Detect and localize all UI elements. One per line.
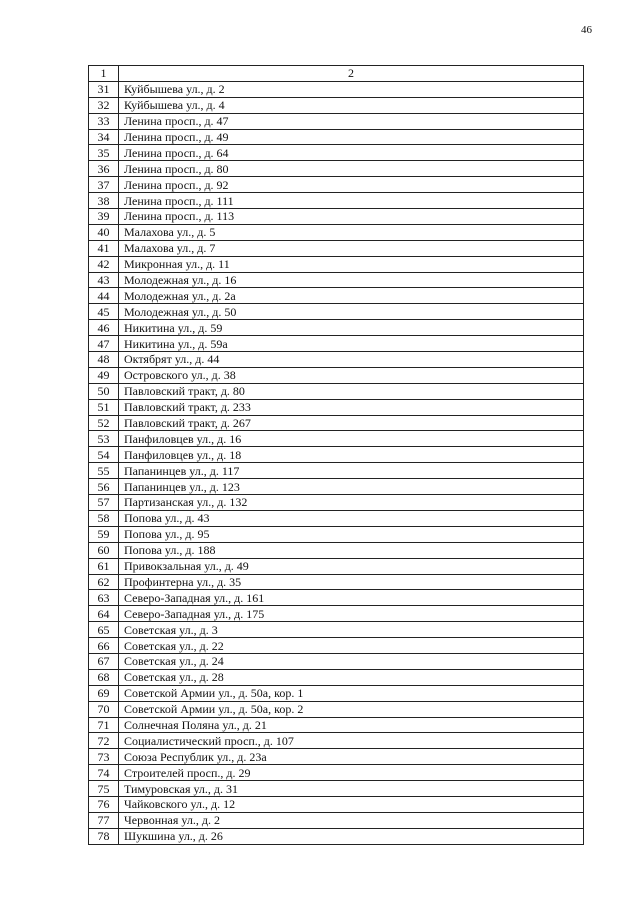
row-number-cell: 41 [89,240,119,256]
table-row [89,781,584,797]
row-number-cell: 36 [89,161,119,177]
address-cell: Павловский тракт, д. 80 [119,383,584,399]
table-row [89,495,584,511]
row-number-cell: 74 [89,765,119,781]
address-cell: Ленина просп., д. 111 [119,193,584,209]
address-cell: Павловский тракт, д. 233 [119,399,584,415]
table-row [89,288,584,304]
row-number-cell: 58 [89,510,119,526]
row-number-cell: 50 [89,383,119,399]
address-cell: Папанинцев ул., д. 117 [119,463,584,479]
table-row [89,383,584,399]
row-number-cell: 75 [89,781,119,797]
address-cell: Куйбышева ул., д. 4 [119,97,584,113]
address-cell: Молодежная ул., д. 16 [119,272,584,288]
address-cell: Партизанская ул., д. 132 [119,495,584,511]
address-cell: Социалистический просп., д. 107 [119,733,584,749]
row-number-cell: 43 [89,272,119,288]
row-number-cell: 38 [89,193,119,209]
row-number-cell: 40 [89,224,119,240]
row-number-cell: 53 [89,431,119,447]
table-row [89,542,584,558]
table-row [89,193,584,209]
row-number-cell: 44 [89,288,119,304]
row-number-cell: 54 [89,447,119,463]
row-number-cell: 78 [89,828,119,844]
table-row [89,733,584,749]
table-row [89,606,584,622]
address-cell: Ленина просп., д. 49 [119,129,584,145]
row-number-cell: 59 [89,526,119,542]
address-cell: Шукшина ул., д. 26 [119,828,584,844]
table-row [89,240,584,256]
address-cell: Попова ул., д. 188 [119,542,584,558]
table-row [89,765,584,781]
address-cell: Советская ул., д. 24 [119,653,584,669]
address-cell: Островского ул., д. 38 [119,367,584,383]
address-cell: Микронная ул., д. 11 [119,256,584,272]
address-cell: Октябрят ул., д. 44 [119,352,584,368]
address-cell: Строителей просп., д. 29 [119,765,584,781]
address-cell: Северо-Западная ул., д. 161 [119,590,584,606]
address-cell: Тимуровская ул., д. 31 [119,781,584,797]
row-number-cell: 39 [89,209,119,225]
address-cell: Попова ул., д. 95 [119,526,584,542]
table-row [89,272,584,288]
row-number-cell: 72 [89,733,119,749]
row-number-cell: 61 [89,558,119,574]
table-row [89,463,584,479]
table-row [89,367,584,383]
address-cell: Профинтерна ул., д. 35 [119,574,584,590]
row-number-cell: 48 [89,352,119,368]
row-number-cell: 32 [89,97,119,113]
table-row [89,669,584,685]
row-number-cell: 37 [89,177,119,193]
address-cell: Ленина просп., д. 113 [119,209,584,225]
address-table-body [89,66,584,845]
row-number-cell: 70 [89,701,119,717]
address-cell: Советская ул., д. 3 [119,622,584,638]
table-row [89,352,584,368]
table-row [89,161,584,177]
table-row [89,574,584,590]
table-row [89,526,584,542]
table-row [89,685,584,701]
address-cell: Никитина ул., д. 59а [119,336,584,352]
header-cell-address: 2 [119,66,584,82]
table-row [89,320,584,336]
table-row [89,590,584,606]
table-row [89,336,584,352]
address-cell: Ленина просп., д. 80 [119,161,584,177]
table-row [89,812,584,828]
row-number-cell: 69 [89,685,119,701]
table-row [89,447,584,463]
address-cell: Ленина просп., д. 47 [119,113,584,129]
row-number-cell: 33 [89,113,119,129]
row-number-cell: 73 [89,749,119,765]
table-row [89,129,584,145]
row-number-cell: 57 [89,495,119,511]
row-number-cell: 67 [89,653,119,669]
address-cell: Папанинцев ул., д. 123 [119,479,584,495]
address-cell: Молодежная ул., д. 2а [119,288,584,304]
row-number-cell: 62 [89,574,119,590]
row-number-cell: 31 [89,81,119,97]
table-row [89,113,584,129]
table-row [89,558,584,574]
address-cell: Ленина просп., д. 92 [119,177,584,193]
row-number-cell: 45 [89,304,119,320]
row-number-cell: 42 [89,256,119,272]
table-row [89,209,584,225]
table-row [89,81,584,97]
address-cell: Советская ул., д. 22 [119,638,584,654]
row-number-cell: 71 [89,717,119,733]
table-row [89,415,584,431]
table-row [89,256,584,272]
address-cell: Советской Армии ул., д. 50а, кор. 2 [119,701,584,717]
table-row [89,304,584,320]
address-cell: Советская ул., д. 28 [119,669,584,685]
table-row [89,828,584,844]
row-number-cell: 63 [89,590,119,606]
row-number-cell: 46 [89,320,119,336]
address-cell: Чайковского ул., д. 12 [119,796,584,812]
table-row [89,701,584,717]
row-number-cell: 68 [89,669,119,685]
row-number-cell: 56 [89,479,119,495]
address-cell: Никитина ул., д. 59 [119,320,584,336]
table-row [89,653,584,669]
header-cell-number: 1 [89,66,119,82]
row-number-cell: 35 [89,145,119,161]
row-number-cell: 65 [89,622,119,638]
address-cell: Панфиловцев ул., д. 18 [119,447,584,463]
address-cell: Молодежная ул., д. 50 [119,304,584,320]
address-cell: Червонная ул., д. 2 [119,812,584,828]
row-number-cell: 76 [89,796,119,812]
address-cell: Панфиловцев ул., д. 16 [119,431,584,447]
address-cell: Привокзальная ул., д. 49 [119,558,584,574]
address-table [88,65,584,845]
address-cell: Малахова ул., д. 5 [119,224,584,240]
table-row [89,97,584,113]
row-number-cell: 47 [89,336,119,352]
table-row [89,224,584,240]
table-header-row [89,66,584,82]
table-row [89,622,584,638]
table-row [89,177,584,193]
table-row [89,796,584,812]
table-row [89,431,584,447]
address-cell: Попова ул., д. 43 [119,510,584,526]
row-number-cell: 51 [89,399,119,415]
row-number-cell: 34 [89,129,119,145]
address-cell: Солнечная Поляна ул., д. 21 [119,717,584,733]
table-row [89,145,584,161]
page-number: 46 [581,24,592,36]
table-row [89,399,584,415]
table-row [89,717,584,733]
row-number-cell: 60 [89,542,119,558]
row-number-cell: 66 [89,638,119,654]
table-row [89,638,584,654]
row-number-cell: 52 [89,415,119,431]
address-cell: Куйбышева ул., д. 2 [119,81,584,97]
table-row [89,510,584,526]
row-number-cell: 77 [89,812,119,828]
address-cell: Советской Армии ул., д. 50а, кор. 1 [119,685,584,701]
table-row [89,479,584,495]
address-cell: Ленина просп., д. 64 [119,145,584,161]
row-number-cell: 64 [89,606,119,622]
table-row [89,749,584,765]
row-number-cell: 55 [89,463,119,479]
address-cell: Союза Республик ул., д. 23а [119,749,584,765]
row-number-cell: 49 [89,367,119,383]
address-cell: Северо-Западная ул., д. 175 [119,606,584,622]
address-cell: Малахова ул., д. 7 [119,240,584,256]
address-cell: Павловский тракт, д. 267 [119,415,584,431]
